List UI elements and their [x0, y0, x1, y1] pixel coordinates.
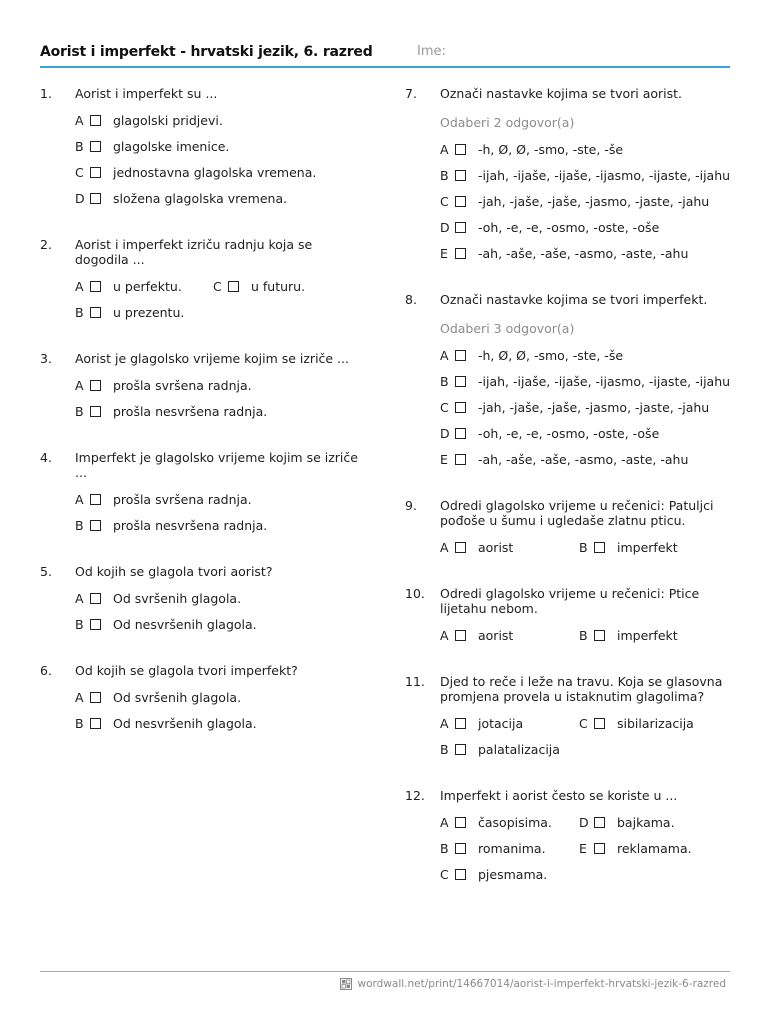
checkbox[interactable] [90, 115, 101, 126]
option-b[interactable]: B imperfekt [579, 540, 678, 555]
question-number: 5. [40, 564, 52, 579]
checkbox[interactable] [455, 248, 466, 259]
checkbox[interactable] [594, 542, 605, 553]
option-b[interactable]: B prošla nesvršena radnja. [75, 518, 268, 533]
wordwall-logo-icon [340, 978, 352, 990]
question-number: 2. [40, 237, 52, 252]
question-2 [40, 237, 360, 320]
option-d[interactable]: D -oh, -e, -e, -osmo, -oste, -oše [440, 220, 660, 235]
checkbox[interactable] [455, 376, 466, 387]
header-divider [40, 66, 730, 68]
option-d[interactable]: D bajkama. [579, 815, 675, 830]
question-4 [40, 450, 360, 533]
checkbox[interactable] [455, 196, 466, 207]
question-10 [405, 586, 735, 643]
option-b[interactable]: B imperfekt [579, 628, 678, 643]
question-number: 8. [405, 292, 417, 307]
question-text: Od kojih se glagola tvori imperfekt? [75, 663, 298, 678]
checkbox[interactable] [90, 718, 101, 729]
checkbox[interactable] [90, 307, 101, 318]
option-c[interactable]: C u futuru. [213, 279, 306, 294]
checkbox[interactable] [455, 222, 466, 233]
option-a[interactable]: A prošla svršena radnja. [75, 492, 252, 507]
checkbox[interactable] [228, 281, 239, 292]
checkbox[interactable] [455, 744, 466, 755]
left-column [40, 86, 360, 762]
question-8 [405, 292, 735, 467]
checkbox[interactable] [594, 817, 605, 828]
question-number: 12. [405, 788, 425, 803]
checkbox[interactable] [594, 843, 605, 854]
option-b[interactable]: B prošla nesvršena radnja. [75, 404, 268, 419]
question-number: 7. [405, 86, 417, 101]
question-text: Imperfekt je glagolsko vrijeme kojim se izriče ... [75, 450, 358, 480]
question-6 [40, 663, 360, 731]
question-text: Djed to reče i leže na travu. Koja se glasovna promjena provela u istaknutim glagolima? [440, 674, 723, 704]
footer-url[interactable]: wordwall.net/print/14667014/aorist-i-imperfekt-hrvatski-jezik-6-razred [357, 978, 726, 990]
checkbox[interactable] [455, 170, 466, 181]
option-b[interactable]: B romanima. [440, 841, 546, 856]
checkbox[interactable] [455, 542, 466, 553]
option-b[interactable]: B glagolske imenice. [75, 139, 230, 154]
question-text: Označi nastavke kojima se tvori aorist. [440, 86, 683, 101]
checkbox[interactable] [455, 869, 466, 880]
question-5 [40, 564, 360, 632]
question-text: Aorist i imperfekt su ... [75, 86, 218, 101]
question-number: 10. [405, 586, 425, 601]
checkbox[interactable] [90, 494, 101, 505]
question-text: Aorist i imperfekt izriču radnju koja se dogodila ... [75, 237, 313, 267]
option-c[interactable]: C -jah, -jaše, -jaše, -jasmo, -jaste, -jahu [440, 194, 710, 209]
question-text: Označi nastavke kojima se tvori imperfekt. [440, 292, 708, 307]
checkbox[interactable] [594, 630, 605, 641]
checkbox[interactable] [90, 520, 101, 531]
checkbox[interactable] [90, 281, 101, 292]
option-d[interactable]: D -oh, -e, -e, -osmo, -oste, -oše [440, 426, 660, 441]
question-3 [40, 351, 360, 419]
option-b[interactable]: B -ijah, -ijaše, -ijaše, -ijasmo, -ijaste, -ijahu [440, 168, 731, 183]
checkbox[interactable] [90, 167, 101, 178]
option-d[interactable]: D složena glagolska vremena. [75, 191, 288, 206]
question-text: Odredi glagolsko vrijeme u rečenici: Ptice lijetahu nebom. [440, 586, 700, 616]
checkbox[interactable] [90, 193, 101, 204]
option-a[interactable]: A Od svršenih glagola. [75, 690, 242, 705]
question-1 [40, 86, 360, 206]
checkbox[interactable] [90, 692, 101, 703]
answer-hint: Odaberi 2 odgovor(a) [440, 115, 575, 130]
question-number: 1. [40, 86, 52, 101]
option-a[interactable]: A aorist [440, 540, 514, 555]
question-number: 6. [40, 663, 52, 678]
name-label: Ime: [417, 44, 446, 59]
option-b[interactable]: B Od nesvršenih glagola. [75, 716, 257, 731]
checkbox[interactable] [90, 406, 101, 417]
checkbox[interactable] [455, 817, 466, 828]
question-text: Imperfekt i aorist često se koriste u ... [440, 788, 678, 803]
option-e[interactable]: E reklamama. [579, 841, 692, 856]
checkbox[interactable] [594, 718, 605, 729]
checkbox[interactable] [455, 144, 466, 155]
option-c[interactable]: C sibilarizacija [579, 716, 694, 731]
checkbox[interactable] [90, 619, 101, 630]
worksheet-title: Aorist i imperfekt - hrvatski jezik, 6. razred [40, 44, 373, 60]
option-e[interactable]: E -ah, -aše, -aše, -asmo, -aste, -ahu [440, 452, 689, 467]
option-c[interactable]: C pjesmama. [440, 867, 548, 882]
question-number: 4. [40, 450, 52, 465]
option-e[interactable]: E -ah, -aše, -aše, -asmo, -aste, -ahu [440, 246, 689, 261]
footer-divider [40, 971, 730, 972]
checkbox[interactable] [455, 454, 466, 465]
option-b[interactable]: B Od nesvršenih glagola. [75, 617, 257, 632]
question-text: Od kojih se glagola tvori aorist? [75, 564, 273, 579]
answer-hint: Odaberi 3 odgovor(a) [440, 321, 575, 336]
option-c[interactable]: C -jah, -jaše, -jaše, -jasmo, -jaste, -jahu [440, 400, 710, 415]
checkbox[interactable] [90, 593, 101, 604]
question-11 [405, 674, 735, 757]
option-a[interactable]: A prošla svršena radnja. [75, 378, 252, 393]
checkbox[interactable] [455, 402, 466, 413]
checkbox[interactable] [455, 718, 466, 729]
checkbox[interactable] [455, 428, 466, 439]
right-column [405, 86, 735, 913]
checkbox[interactable] [90, 380, 101, 391]
question-9 [405, 498, 735, 555]
option-a[interactable]: A Od svršenih glagola. [75, 591, 242, 606]
checkbox[interactable] [90, 141, 101, 152]
option-b[interactable]: B palatalizacija [440, 742, 560, 757]
question-7 [405, 86, 735, 261]
question-12 [405, 788, 735, 882]
option-b[interactable]: B u prezentu. [75, 305, 185, 320]
checkbox[interactable] [455, 843, 466, 854]
option-a[interactable]: A u perfektu. [75, 279, 182, 294]
option-b[interactable]: B -ijah, -ijaše, -ijaše, -ijasmo, -ijaste, -ijahu [440, 374, 731, 389]
footer [340, 978, 726, 990]
option-a[interactable]: A časopisima. [440, 815, 552, 830]
checkbox[interactable] [455, 350, 466, 361]
option-a[interactable]: A aorist [440, 628, 514, 643]
option-a[interactable]: A -h, Ø, Ø, -smo, -ste, -še [440, 142, 624, 157]
option-c[interactable]: C jednostavna glagolska vremena. [75, 165, 317, 180]
page-header [40, 44, 730, 68]
question-number: 9. [405, 498, 417, 513]
option-a[interactable]: A -h, Ø, Ø, -smo, -ste, -še [440, 348, 624, 363]
option-a[interactable]: A glagolski pridjevi. [75, 113, 223, 128]
option-a[interactable]: A jotacija [440, 716, 524, 731]
question-text: Aorist je glagolsko vrijeme kojim se izriče ... [75, 351, 349, 366]
checkbox[interactable] [455, 630, 466, 641]
question-text: Odredi glagolsko vrijeme u rečenici: Patuljci pođoše u šumu i ugledaše zlatnu pticu. [440, 498, 714, 528]
question-number: 3. [40, 351, 52, 366]
question-number: 11. [405, 674, 425, 689]
